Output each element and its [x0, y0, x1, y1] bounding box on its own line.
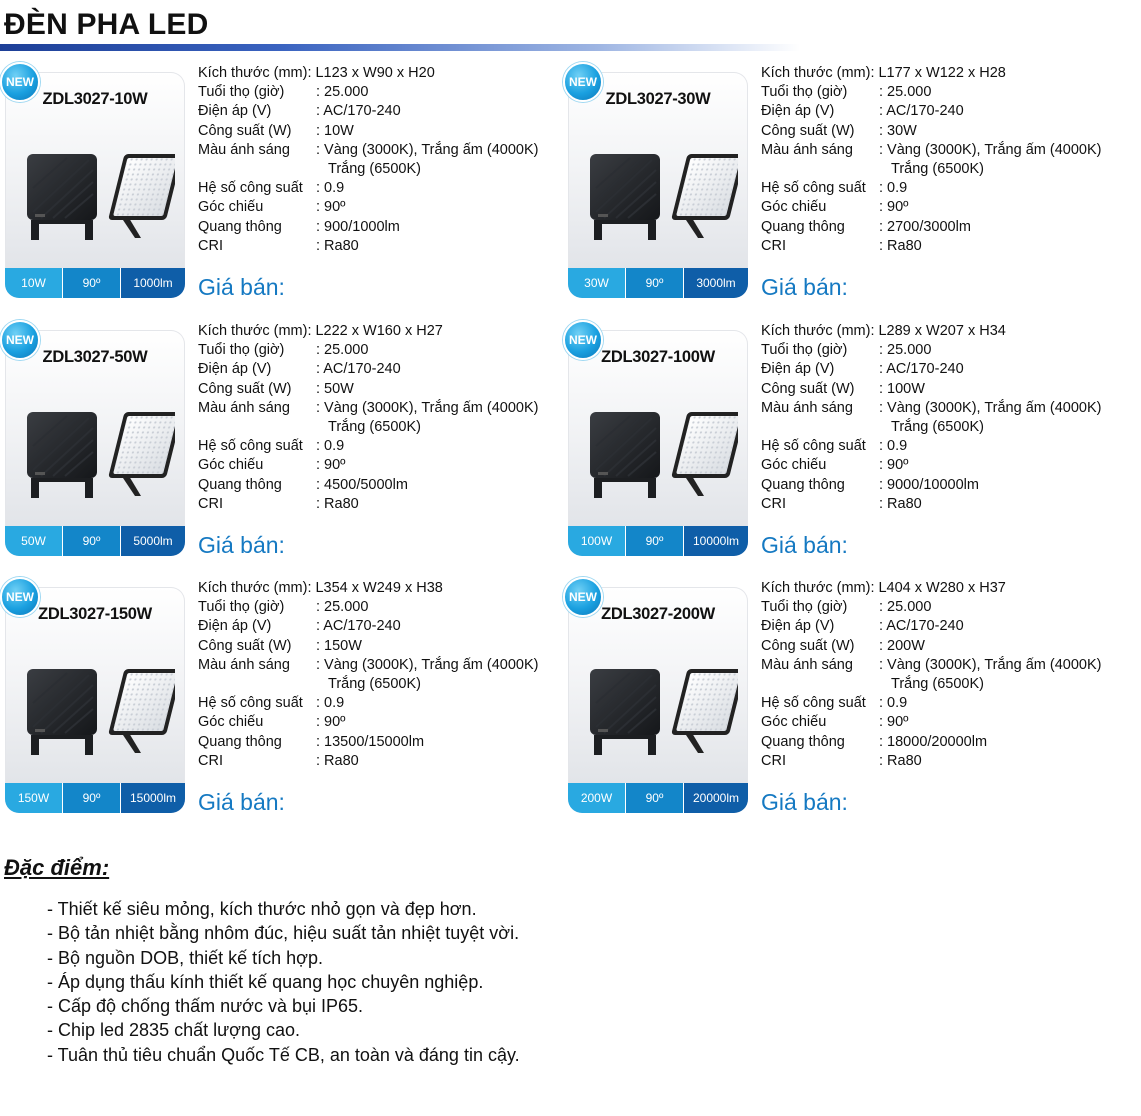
spec-value: : Ra80 — [316, 495, 359, 512]
spec-row-color — [198, 656, 538, 675]
spec-value: Trắng (6500K) — [328, 676, 421, 693]
new-badge-icon: NEW — [563, 320, 603, 360]
spec-label: Góc chiếu — [198, 199, 264, 216]
product-card — [568, 330, 748, 556]
spec-label: Hệ số công suất — [761, 438, 866, 455]
spec-row-size — [761, 579, 1101, 598]
spec-value: : 900/1000lm — [316, 218, 400, 235]
spec-value: L289 x W207 x H34 — [878, 323, 1006, 339]
spec-row-cri — [761, 495, 1101, 514]
spec-label: Tuổi thọ (giờ) — [761, 342, 848, 359]
spec-row-life — [198, 83, 538, 102]
spec-row-pf — [761, 437, 1101, 456]
spec-label: Công suất (W) — [761, 380, 855, 397]
product-block — [0, 62, 560, 307]
product-image — [588, 657, 738, 767]
spec-row-voltage — [761, 102, 1101, 121]
spec-label: CRI — [198, 752, 223, 769]
spec-label: CRI — [198, 495, 223, 512]
spec-list — [761, 64, 1101, 256]
spec-label: Điện áp (V) — [761, 103, 835, 120]
spec-value: : 100W — [879, 380, 925, 397]
summary-angle: 90º — [626, 526, 684, 556]
spec-label: Quang thông — [761, 218, 845, 235]
product-model: ZDL3027-200W — [601, 605, 715, 623]
product-card — [568, 72, 748, 298]
summary-power: 200W — [568, 783, 626, 813]
spec-row-life — [761, 341, 1101, 360]
summary-flux: 3000lm — [684, 268, 748, 298]
spec-label: Góc chiếu — [198, 714, 264, 731]
spec-value: L222 x W160 x H27 — [315, 323, 443, 339]
summary-power: 150W — [5, 783, 63, 813]
spec-row-life — [761, 83, 1101, 102]
summary-power: 50W — [5, 526, 63, 556]
spec-value: : 50W — [316, 380, 354, 397]
spec-label: Điện áp (V) — [198, 103, 272, 120]
spec-label: Kích thước (mm): — [761, 580, 875, 596]
spec-value: : 0.9 — [316, 438, 345, 455]
product-model: ZDL3027-50W — [42, 348, 148, 366]
spec-label: Công suất (W) — [761, 122, 855, 139]
spec-value: : 0.9 — [879, 438, 908, 455]
product-image — [25, 400, 175, 510]
feature-item: - Áp dụng thấu kính thiết kế quang học chuyên nghiệp. — [47, 971, 484, 992]
summary-flux: 5000lm — [121, 526, 185, 556]
spec-label: CRI — [198, 237, 223, 254]
spec-label: Điện áp (V) — [198, 361, 272, 378]
spec-label: Điện áp (V) — [198, 618, 272, 635]
spec-row-angle — [761, 456, 1101, 475]
new-badge-icon: NEW — [563, 62, 603, 102]
spec-row-color — [198, 399, 538, 418]
summary-power: 100W — [568, 526, 626, 556]
spec-row-color — [761, 141, 1101, 160]
product-card — [568, 587, 748, 813]
spec-value: : Vàng (3000K), Trắng ấm (4000K) — [316, 141, 539, 158]
spec-row-flux — [761, 218, 1101, 237]
product-image — [25, 657, 175, 767]
summary-angle: 90º — [626, 268, 684, 298]
product-block — [563, 577, 1123, 822]
spec-row-cri — [198, 495, 538, 514]
summary-angle: 90º — [63, 783, 121, 813]
spec-value: : Ra80 — [316, 752, 359, 769]
spec-label: Màu ánh sáng — [198, 141, 290, 158]
spec-label: Tuổi thọ (giờ) — [198, 599, 285, 616]
feature-item: - Bộ tản nhiệt bằng nhôm đúc, hiệu suất tản nhiệt tuyệt vời. — [47, 923, 520, 944]
price-label: Giá bán: — [198, 532, 285, 558]
product-card — [5, 330, 185, 556]
spec-value: : 4500/5000lm — [316, 476, 408, 493]
spec-label: Quang thông — [761, 476, 845, 493]
spec-label: Công suất (W) — [198, 380, 292, 397]
spec-value: : 90º — [316, 457, 346, 474]
summary-angle: 90º — [626, 783, 684, 813]
spec-row-voltage — [761, 617, 1101, 636]
spec-label: Hệ số công suất — [198, 695, 303, 712]
spec-value: L354 x W249 x H38 — [315, 580, 443, 596]
spec-row-angle — [198, 456, 538, 475]
spec-row-power — [198, 637, 538, 656]
spec-row-power — [198, 380, 538, 399]
spec-label: Kích thước (mm): — [198, 323, 312, 339]
spec-value: : 150W — [316, 637, 362, 654]
spec-value: : 90º — [316, 199, 346, 216]
spec-value: : 90º — [879, 199, 909, 216]
flood-light-icon — [588, 400, 738, 510]
spec-row-flux — [761, 476, 1101, 495]
spec-label: Hệ số công suất — [761, 180, 866, 197]
spec-row-size — [198, 322, 538, 341]
spec-summary-bar — [5, 268, 185, 298]
product-card — [5, 587, 185, 813]
spec-value: Trắng (6500K) — [891, 419, 984, 436]
flood-light-icon — [588, 142, 738, 252]
price-label: Giá bán: — [761, 274, 848, 300]
spec-value: : 0.9 — [316, 695, 345, 712]
summary-power: 10W — [5, 268, 63, 298]
spec-value: : Vàng (3000K), Trắng ấm (4000K) — [879, 399, 1102, 416]
features-title: Đặc điểm: — [4, 855, 110, 880]
spec-list — [198, 64, 538, 256]
spec-label: CRI — [761, 495, 786, 512]
spec-row-pf — [198, 694, 538, 713]
spec-value: : 200W — [879, 637, 925, 654]
spec-list — [761, 579, 1101, 771]
feature-item: - Chip led 2835 chất lượng cao. — [47, 1020, 301, 1041]
spec-value: : Ra80 — [879, 237, 922, 254]
spec-label: Màu ánh sáng — [761, 656, 853, 673]
summary-flux: 20000lm — [684, 783, 748, 813]
spec-label: Hệ số công suất — [198, 438, 303, 455]
spec-summary-bar — [568, 783, 748, 813]
new-badge-icon: NEW — [0, 577, 40, 617]
spec-row-pf — [761, 694, 1101, 713]
price-label: Giá bán: — [198, 274, 285, 300]
spec-row-angle — [198, 713, 538, 732]
spec-row-voltage — [761, 360, 1101, 379]
spec-row-cri — [761, 237, 1101, 256]
spec-row-flux — [761, 733, 1101, 752]
product-model: ZDL3027-10W — [42, 90, 148, 108]
summary-angle: 90º — [63, 268, 121, 298]
new-badge-icon: NEW — [0, 62, 40, 102]
spec-label: Quang thông — [198, 218, 282, 235]
spec-value: : AC/170-240 — [879, 361, 964, 378]
product-model: ZDL3027-100W — [601, 348, 715, 366]
spec-row-angle — [198, 198, 538, 217]
spec-row-pf — [198, 179, 538, 198]
spec-value: : 0.9 — [316, 180, 345, 197]
spec-value: : 0.9 — [879, 695, 908, 712]
spec-value: : AC/170-240 — [879, 618, 964, 635]
spec-row-size — [761, 322, 1101, 341]
spec-row-color — [198, 141, 538, 160]
spec-label: Hệ số công suất — [198, 180, 303, 197]
page-title: ĐÈN PHA LED — [4, 8, 209, 41]
spec-row-power — [761, 637, 1101, 656]
product-image — [588, 400, 738, 510]
flood-light-icon — [25, 400, 175, 510]
spec-value: : Vàng (3000K), Trắng ấm (4000K) — [316, 656, 539, 673]
feature-item: - Cấp độ chống thấm nước và bụi IP65. — [47, 996, 364, 1017]
spec-row-pf — [198, 437, 538, 456]
spec-row-life — [198, 341, 538, 360]
spec-value: : 25.000 — [316, 342, 369, 359]
spec-value: : 10W — [316, 122, 354, 139]
spec-label: Công suất (W) — [198, 122, 292, 139]
spec-row-voltage — [198, 102, 538, 121]
spec-value: : 90º — [879, 457, 909, 474]
spec-row-color-cont — [761, 160, 1101, 179]
spec-label: Màu ánh sáng — [761, 399, 853, 416]
price-label: Giá bán: — [198, 789, 285, 815]
spec-value: : 25.000 — [879, 342, 932, 359]
spec-value: L404 x W280 x H37 — [878, 580, 1006, 596]
summary-angle: 90º — [63, 526, 121, 556]
spec-summary-bar — [5, 526, 185, 556]
spec-label: Điện áp (V) — [761, 361, 835, 378]
spec-row-power — [761, 380, 1101, 399]
spec-label: CRI — [761, 237, 786, 254]
flood-light-icon — [588, 657, 738, 767]
spec-summary-bar — [568, 268, 748, 298]
spec-value: L123 x W90 x H20 — [315, 65, 435, 81]
product-block — [563, 320, 1123, 565]
spec-row-size — [198, 64, 538, 83]
spec-row-color — [761, 656, 1101, 675]
spec-value: Trắng (6500K) — [891, 676, 984, 693]
feature-item: - Thiết kế siêu mỏng, kích thước nhỏ gọn và đẹp hơn. — [47, 899, 477, 919]
spec-value: Trắng (6500K) — [891, 161, 984, 178]
product-image — [25, 142, 175, 252]
spec-row-size — [761, 64, 1101, 83]
spec-row-cri — [198, 752, 538, 771]
spec-row-cri — [761, 752, 1101, 771]
spec-label: Góc chiếu — [761, 199, 827, 216]
flood-light-icon — [25, 657, 175, 767]
summary-flux: 1000lm — [121, 268, 185, 298]
product-block — [0, 577, 560, 822]
spec-value: : 2700/3000lm — [879, 218, 971, 235]
spec-label: Điện áp (V) — [761, 618, 835, 635]
spec-row-power — [198, 122, 538, 141]
spec-value: : Ra80 — [879, 495, 922, 512]
spec-row-life — [761, 598, 1101, 617]
spec-label: Công suất (W) — [198, 637, 292, 654]
spec-value: : Vàng (3000K), Trắng ấm (4000K) — [879, 656, 1102, 673]
product-image — [588, 142, 738, 252]
product-block — [563, 62, 1123, 307]
spec-list — [198, 322, 538, 514]
spec-label: Góc chiếu — [761, 714, 827, 731]
spec-row-color-cont — [761, 418, 1101, 437]
features-list — [47, 897, 520, 1067]
spec-value: : AC/170-240 — [879, 103, 964, 120]
spec-label: Tuổi thọ (giờ) — [198, 342, 285, 359]
spec-label: Quang thông — [198, 476, 282, 493]
spec-list — [761, 322, 1101, 514]
summary-power: 30W — [568, 268, 626, 298]
spec-label: Quang thông — [761, 733, 845, 750]
spec-value: Trắng (6500K) — [328, 161, 421, 178]
spec-value: Trắng (6500K) — [328, 419, 421, 436]
summary-flux: 10000lm — [684, 526, 748, 556]
spec-row-voltage — [198, 617, 538, 636]
spec-label: Màu ánh sáng — [761, 141, 853, 158]
spec-value: : AC/170-240 — [316, 103, 401, 120]
spec-label: Công suất (W) — [761, 637, 855, 654]
new-badge-icon: NEW — [0, 320, 40, 360]
flood-light-icon — [25, 142, 175, 252]
spec-label: Kích thước (mm): — [198, 580, 312, 596]
spec-value: : 18000/20000lm — [879, 733, 988, 750]
spec-label: Tuổi thọ (giờ) — [761, 599, 848, 616]
spec-value: : 9000/10000lm — [879, 476, 979, 493]
product-model: ZDL3027-150W — [38, 605, 152, 623]
spec-row-flux — [198, 733, 538, 752]
spec-row-color — [761, 399, 1101, 418]
spec-row-size — [198, 579, 538, 598]
spec-label: Màu ánh sáng — [198, 399, 290, 416]
spec-row-angle — [761, 713, 1101, 732]
spec-row-pf — [761, 179, 1101, 198]
spec-value: : 25.000 — [316, 84, 369, 101]
spec-value: : 25.000 — [316, 599, 369, 616]
spec-value: : Vàng (3000K), Trắng ấm (4000K) — [879, 141, 1102, 158]
spec-row-cri — [198, 237, 538, 256]
price-label: Giá bán: — [761, 789, 848, 815]
spec-value: : 13500/15000lm — [316, 733, 425, 750]
title-underline-bar — [0, 44, 800, 51]
spec-value: : AC/170-240 — [316, 361, 401, 378]
spec-value: : Ra80 — [316, 237, 359, 254]
spec-value: : 25.000 — [879, 84, 932, 101]
spec-row-life — [198, 598, 538, 617]
spec-summary-bar — [5, 783, 185, 813]
spec-label: Kích thước (mm): — [761, 65, 875, 81]
spec-value: : Vàng (3000K), Trắng ấm (4000K) — [316, 399, 539, 416]
spec-value: : 90º — [316, 714, 346, 731]
spec-value: : Ra80 — [879, 752, 922, 769]
new-badge-icon: NEW — [563, 577, 603, 617]
spec-label: Kích thước (mm): — [198, 65, 312, 81]
spec-row-voltage — [198, 360, 538, 379]
spec-row-color-cont — [761, 675, 1101, 694]
spec-row-flux — [198, 218, 538, 237]
price-label: Giá bán: — [761, 532, 848, 558]
spec-list — [198, 579, 538, 771]
feature-item: - Bộ nguồn DOB, thiết kế tích hợp. — [47, 947, 323, 968]
spec-row-color-cont — [198, 160, 538, 179]
product-model: ZDL3027-30W — [605, 90, 711, 108]
spec-row-power — [761, 122, 1101, 141]
summary-flux: 15000lm — [121, 783, 185, 813]
product-block — [0, 320, 560, 565]
spec-summary-bar — [568, 526, 748, 556]
spec-value: : 30W — [879, 122, 917, 139]
spec-value: L177 x W122 x H28 — [878, 65, 1006, 81]
spec-value: : AC/170-240 — [316, 618, 401, 635]
spec-value: : 0.9 — [879, 180, 908, 197]
spec-label: Hệ số công suất — [761, 695, 866, 712]
spec-label: Kích thước (mm): — [761, 323, 875, 339]
feature-item: - Tuân thủ tiêu chuẩn Quốc Tế CB, an toàn và đáng tin cậy. — [47, 1044, 520, 1065]
spec-label: Quang thông — [198, 733, 282, 750]
spec-value: : 90º — [879, 714, 909, 731]
spec-value: : 25.000 — [879, 599, 932, 616]
spec-row-angle — [761, 198, 1101, 217]
spec-row-color-cont — [198, 418, 538, 437]
spec-label: Màu ánh sáng — [198, 656, 290, 673]
spec-label: Góc chiếu — [761, 457, 827, 474]
spec-label: Tuổi thọ (giờ) — [198, 84, 285, 101]
spec-label: Góc chiếu — [198, 457, 264, 474]
spec-row-color-cont — [198, 675, 538, 694]
spec-row-flux — [198, 476, 538, 495]
spec-label: Tuổi thọ (giờ) — [761, 84, 848, 101]
spec-label: CRI — [761, 752, 786, 769]
product-card — [5, 72, 185, 298]
